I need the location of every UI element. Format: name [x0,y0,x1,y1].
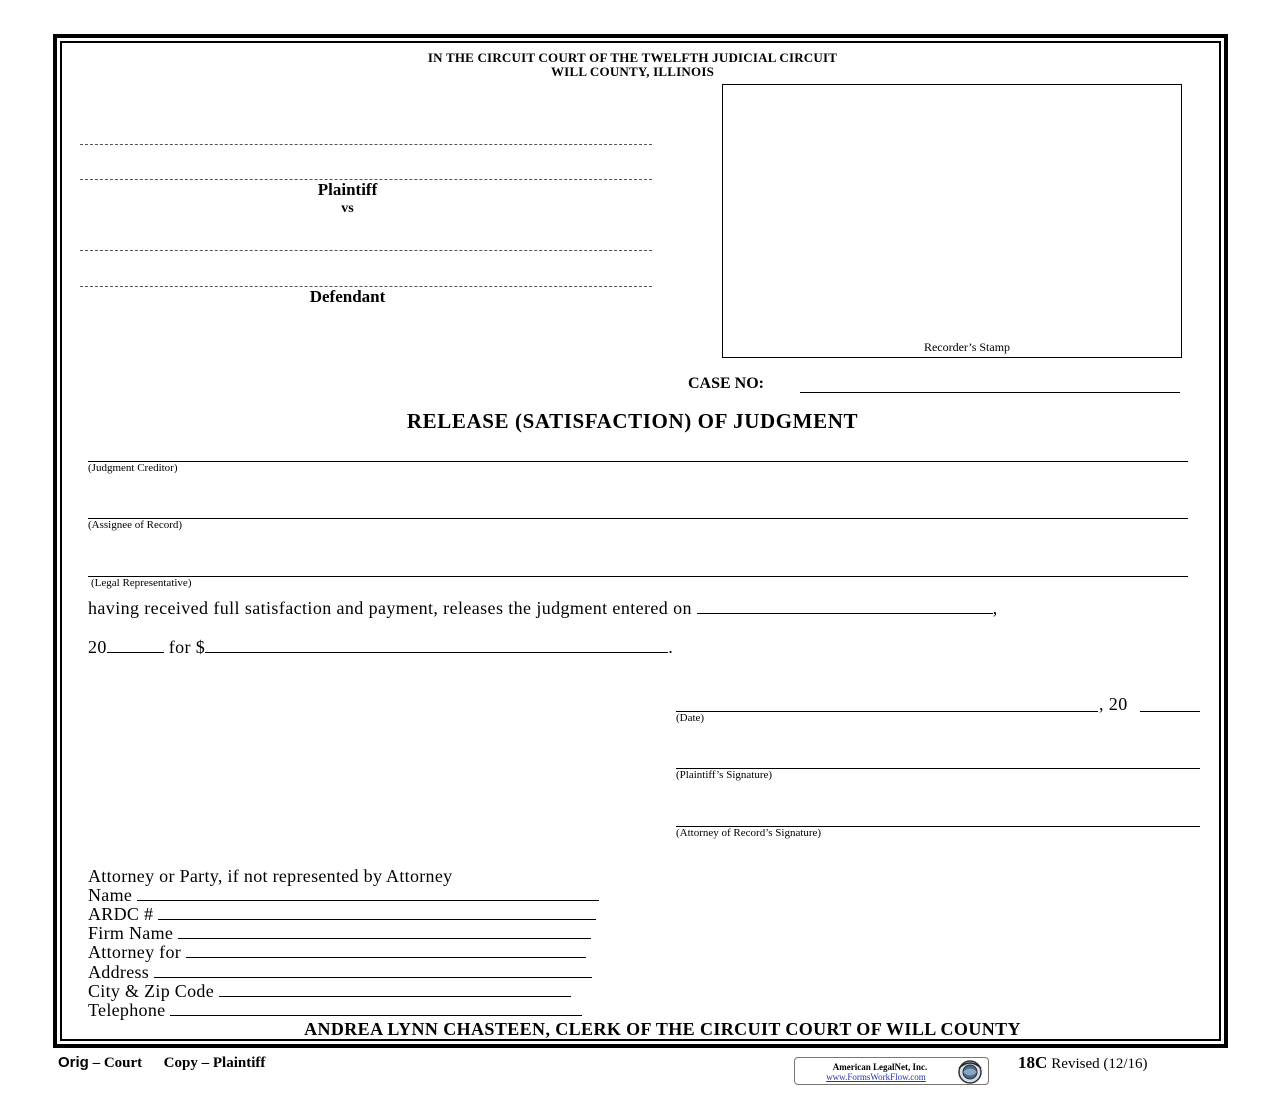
plaintiff-label: Plaintiff [317,180,378,199]
date-year-field[interactable] [1140,711,1200,712]
distribution-note [58,1054,265,1072]
copy-label: Copy [163,1055,198,1071]
city-zip-field[interactable] [219,995,571,997]
attorney-for-label: Attorney for [88,942,182,962]
assignee-of-record-label: (Assignee of Record) [88,519,183,531]
attorney-name-row [88,886,599,905]
address-label: Address [88,962,150,982]
legal-representative-field[interactable] [88,576,1188,577]
recorders-stamp-box [722,84,1182,358]
form-number: 18C [1018,1053,1048,1072]
defendant-line-1[interactable] [80,250,652,251]
name-field[interactable] [137,899,599,901]
firm-name-row [88,924,591,943]
attorney-for-field[interactable] [186,956,586,958]
release-amount-line [88,637,673,658]
judgment-year-field[interactable] [107,651,164,653]
plaintiff-line-1[interactable] [80,144,652,145]
globe-icon [955,1059,985,1085]
case-no-label: CASE NO: [688,375,765,392]
telephone-row [88,1001,582,1020]
logo-company: American LegalNet, Inc. [832,1062,928,1072]
release-text: having received full satisfaction and payment, releases the judgment entered on [88,598,692,618]
release-statement [88,598,998,619]
court-heading-line1: IN THE CIRCUIT COURT OF THE TWELFTH JUDICIAL CIRCUIT [427,50,838,65]
address-field[interactable] [154,976,592,978]
attorney-block-heading: Attorney or Party, if not represented by Attorney [88,866,453,886]
attorney-for-row [88,943,586,962]
american-legalnet-logo[interactable] [794,1057,989,1085]
form-title: RELEASE (SATISFACTION) OF JUDGMENT [406,409,859,433]
form-revision [1018,1053,1148,1073]
legal-representative-label: (Legal Representative) [91,577,192,589]
firm-name-label: Firm Name [88,923,174,943]
assignee-of-record-field[interactable] [88,518,1188,519]
firm-name-field[interactable] [178,937,591,939]
amount-field[interactable] [205,651,668,653]
vs-label: vs [341,201,354,216]
ardc-field[interactable] [158,918,596,920]
logo-url[interactable]: www.FormsWorkFlow.com [826,1072,926,1082]
year-prefix: 20 [88,637,107,657]
date-label: (Date) [676,712,705,724]
address-row [88,963,592,982]
judgment-date-field[interactable] [697,612,993,614]
defendant-label: Defendant [309,287,386,306]
judgment-creditor-label: (Judgment Creditor) [88,462,178,474]
case-no-field[interactable] [800,392,1180,393]
city-zip-label: City & Zip Code [88,981,214,1001]
ardc-label: ARDC # [88,904,154,924]
copy-dest: – Plaintiff [201,1055,266,1071]
clerk-line: ANDREA LYNN CHASTEEN, CLERK OF THE CIRCUIT COURT OF WILL COUNTY [304,1019,1021,1039]
court-heading-line2: WILL COUNTY, ILLINOIS [550,64,715,79]
ardc-row [88,905,596,924]
telephone-label: Telephone [88,1000,166,1020]
judgment-creditor-field[interactable] [88,461,1188,462]
release-period: . [668,637,674,657]
city-zip-row [88,982,571,1001]
plaintiff-signature-label: (Plaintiff’s Signature) [676,769,773,781]
name-label: Name [88,885,133,905]
telephone-field[interactable] [170,1014,582,1016]
orig-dest: – Court [92,1055,143,1071]
recorders-stamp-label: Recorder’s Stamp [923,340,1011,354]
date-field[interactable] [676,711,1098,712]
revised-date: Revised (12/16) [1051,1056,1148,1072]
for-label: for $ [168,637,206,657]
attorney-signature-label: (Attorney of Record’s Signature) [676,827,822,839]
orig-label: Orig [58,1054,89,1071]
release-comma: , [992,598,998,618]
date-year-prefix: , 20 [1099,694,1128,714]
